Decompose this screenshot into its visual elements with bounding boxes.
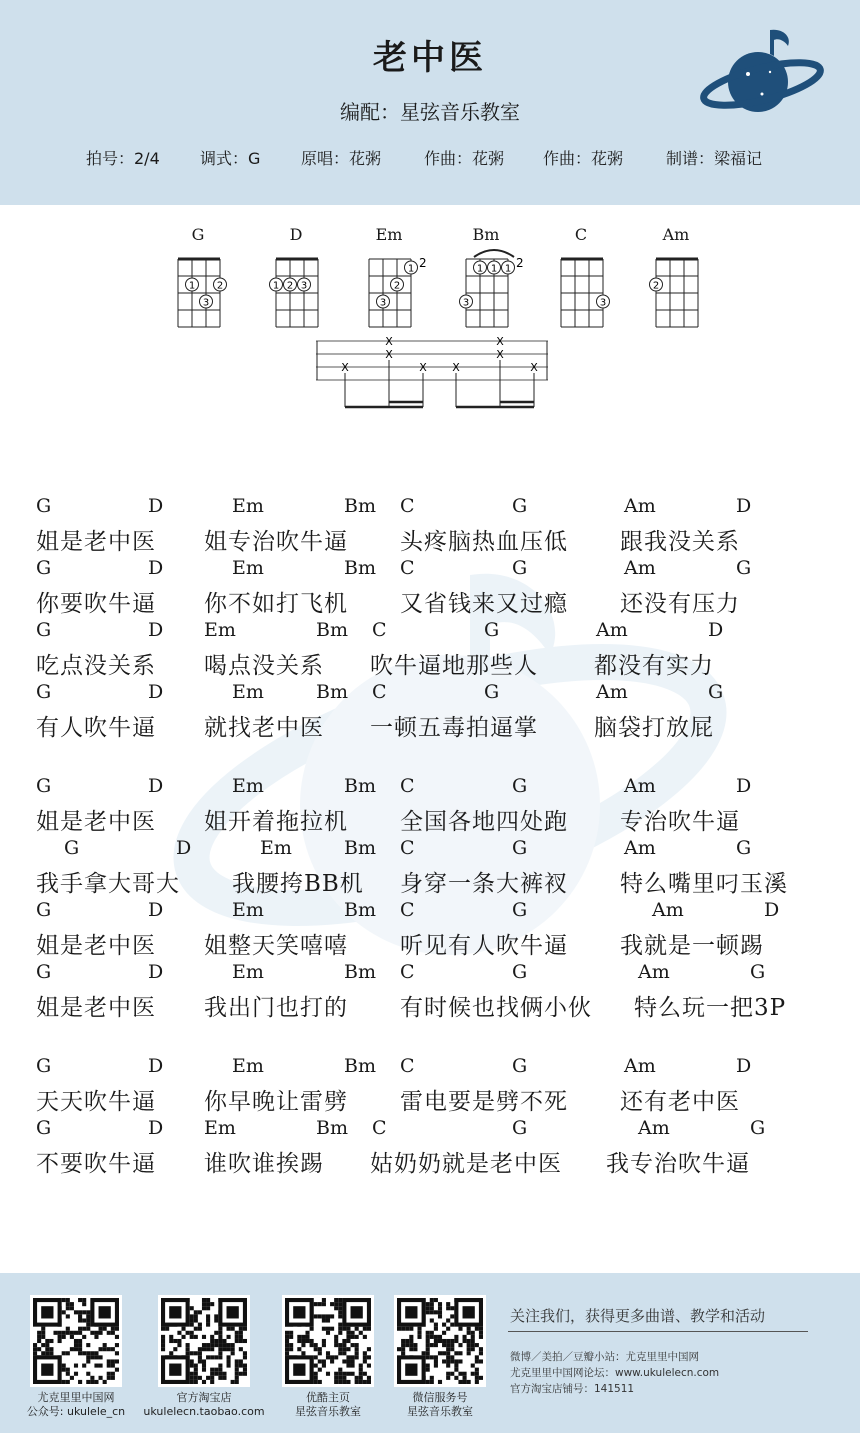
chord-symbol: Am <box>624 775 656 797</box>
chord-symbol: C <box>400 899 415 921</box>
chord-symbol: G <box>36 775 52 797</box>
lyric-phrase: 喝点没关系 <box>204 653 324 679</box>
chord-symbol: D <box>148 961 164 983</box>
chord-symbol: G <box>36 1055 52 1077</box>
strum-mark: X <box>496 335 504 348</box>
chord-symbol: G <box>512 899 528 921</box>
chord-symbol: Bm <box>344 495 376 517</box>
lyric-phrase: 还有老中医 <box>620 1089 740 1115</box>
lyric-phrase: 跟我没关系 <box>620 529 740 555</box>
chord-symbol: G <box>512 1117 528 1139</box>
chord-symbol: Em <box>232 899 264 921</box>
lyric-phrase: 有人吹牛逼 <box>36 715 156 741</box>
meta-composer: 作曲：花粥 <box>424 149 505 168</box>
chord-symbol: G <box>750 1117 766 1139</box>
chord-symbol: Bm <box>344 961 376 983</box>
chord-symbol: Am <box>624 837 656 859</box>
chord-symbol: C <box>400 961 415 983</box>
lyric-line <box>0 803 860 833</box>
chord-symbol: C <box>372 619 387 641</box>
lyric-phrase: 吃点没关系 <box>36 653 156 679</box>
lyric-phrase: 你不如打飞机 <box>204 591 348 617</box>
meta-transcriber: 制谱：梁福记 <box>666 149 763 168</box>
chord-symbol: C <box>400 1055 415 1077</box>
chord-symbol: G <box>484 681 500 703</box>
lyric-line <box>0 585 860 615</box>
finger-number: 2 <box>652 280 660 292</box>
lyric-phrase: 姐是老中医 <box>36 995 156 1021</box>
planet-note-logo-icon <box>700 22 830 122</box>
chord-symbol: Bm <box>344 1055 376 1077</box>
chord-name: D <box>289 225 303 244</box>
chord-symbol: G <box>736 557 752 579</box>
lyric-phrase: 雷电要是劈不死 <box>400 1089 568 1115</box>
lyric-line <box>0 1083 860 1113</box>
lyric-phrase: 听见有人吹牛逼 <box>400 933 568 959</box>
chord-symbol: Am <box>624 557 656 579</box>
fret-position-number: 2 <box>516 256 524 270</box>
chord-symbol: D <box>148 1055 164 1077</box>
strum-mark: X <box>419 361 427 374</box>
chord-symbol: Bm <box>344 775 376 797</box>
chord-symbol: Em <box>232 557 264 579</box>
lyric-phrase: 头疼脑热血压低 <box>400 529 568 555</box>
qr-label <box>6 1391 146 1419</box>
qr-label <box>370 1391 510 1419</box>
finger-number: 1 <box>407 263 415 275</box>
chord-line <box>0 557 860 587</box>
chord-line <box>0 1055 860 1085</box>
qr-code-icon[interactable] <box>394 1295 486 1387</box>
chord-line <box>0 681 860 711</box>
finger-number: 3 <box>462 297 470 309</box>
lyric-phrase: 我专治吹牛逼 <box>606 1151 750 1177</box>
strum-mark: X <box>452 361 460 374</box>
chord-symbol: Bm <box>316 1117 348 1139</box>
chord-symbol: G <box>36 495 52 517</box>
lyric-phrase: 专治吹牛逼 <box>620 809 740 835</box>
chord-name: Am <box>662 225 690 244</box>
chord-diagram-bm <box>451 225 524 325</box>
chord-symbol: G <box>36 681 52 703</box>
forum-info: 尤克里里中国网论坛：www.ukulelecn.com <box>510 1367 720 1379</box>
strum-mark: X <box>341 361 349 374</box>
lyric-phrase: 姐整天笑嘻嘻 <box>204 933 348 959</box>
qr-label-title: 尤克里里中国网 <box>37 1391 115 1404</box>
lyrics-sheet <box>0 495 860 1195</box>
chord-diagram-em <box>354 225 427 325</box>
chord-symbol: D <box>736 775 752 797</box>
finger-number: 3 <box>202 297 210 309</box>
chord-symbol: D <box>148 557 164 579</box>
chord-symbol: Am <box>596 619 628 641</box>
chord-symbol: G <box>36 557 52 579</box>
chord-symbol: G <box>36 619 52 641</box>
chord-diagram-d <box>261 225 331 325</box>
lyric-phrase: 特么嘴里叼玉溪 <box>620 871 788 897</box>
fret-position-number: 2 <box>419 256 427 270</box>
song-title: 老中医 <box>373 38 487 78</box>
lyric-phrase: 我腰挎BB机 <box>232 871 364 897</box>
chord-symbol: Am <box>624 1055 656 1077</box>
chord-symbol: C <box>372 1117 387 1139</box>
chord-symbol: Am <box>596 681 628 703</box>
chord-symbol: G <box>750 961 766 983</box>
chord-symbol: Em <box>232 961 264 983</box>
shop-info: 官方淘宝店铺号：141511 <box>510 1383 635 1395</box>
qr-label-title: 微信服务号 <box>412 1391 468 1404</box>
chord-symbol: G <box>36 1117 52 1139</box>
arranger: 编配：星弦音乐教室 <box>340 100 520 124</box>
social-info: 微博／美拍／豆瓣小站：尤克里里中国网 <box>510 1351 699 1363</box>
fretboard-grid <box>261 247 331 327</box>
finger-number: 1 <box>476 263 484 275</box>
lyric-phrase: 姐是老中医 <box>36 933 156 959</box>
qr-code-icon[interactable] <box>158 1295 250 1387</box>
chord-symbol: Em <box>260 837 292 859</box>
lyric-phrase: 都没有实力 <box>594 653 714 679</box>
finger-number: 2 <box>286 280 294 292</box>
qr-label-sub: 星弦音乐教室 <box>407 1405 473 1418</box>
qr-label-sub: 公众号: ukulele_cn <box>26 1405 126 1418</box>
chord-diagram-am <box>641 225 711 325</box>
chord-line <box>0 1117 860 1147</box>
lyric-phrase: 我手拿大哥大 <box>36 871 180 897</box>
lyric-phrase: 你早晚让雷劈 <box>204 1089 348 1115</box>
chord-symbol: C <box>372 681 387 703</box>
qr-label-title: 优酷主页 <box>306 1391 350 1404</box>
qr-code-icon[interactable] <box>282 1295 374 1387</box>
lyric-phrase: 姐专治吹牛逼 <box>204 529 348 555</box>
chord-symbol: G <box>512 557 528 579</box>
chord-symbol: D <box>148 681 164 703</box>
chord-symbol: Em <box>204 619 236 641</box>
lyric-line <box>0 927 860 957</box>
chord-symbol: D <box>176 837 192 859</box>
finger-number: 3 <box>379 297 387 309</box>
chord-symbol: D <box>736 495 752 517</box>
lyric-phrase: 一顿五毒拍逼掌 <box>370 715 538 741</box>
chord-symbol: D <box>148 899 164 921</box>
chord-line <box>0 619 860 649</box>
chord-symbol: C <box>400 495 415 517</box>
divider <box>508 1331 808 1332</box>
meta-time-signature: 拍号：2/4 <box>86 149 160 168</box>
chord-symbol: G <box>64 837 80 859</box>
chord-symbol: Bm <box>344 837 376 859</box>
chord-symbol: Bm <box>316 619 348 641</box>
lyric-phrase: 特么玩一把3P <box>634 995 787 1021</box>
qr-label-title: 官方淘宝店 <box>176 1391 232 1404</box>
chord-symbol: G <box>736 837 752 859</box>
rhythm-pattern <box>316 335 548 415</box>
finger-number: 1 <box>272 280 280 292</box>
lyric-line <box>0 1145 860 1175</box>
chord-symbol: G <box>512 775 528 797</box>
lyric-phrase: 身穿一条大裤衩 <box>400 871 568 897</box>
strum-mark: X <box>530 361 538 374</box>
fretboard-grid <box>354 247 427 327</box>
chord-diagram-c <box>546 225 616 325</box>
chord-symbol: C <box>400 775 415 797</box>
chord-symbol: G <box>512 495 528 517</box>
lyric-phrase: 天天吹牛逼 <box>36 1089 156 1115</box>
fretboard-grid <box>641 247 711 327</box>
chord-name: Bm <box>472 225 500 244</box>
chord-symbol: G <box>36 961 52 983</box>
chord-name: Em <box>375 225 403 244</box>
finger-number: 3 <box>599 297 607 309</box>
meta-singer: 原唱：花粥 <box>301 149 382 168</box>
qr-label-sub: ukulelecn.taobao.com <box>143 1405 265 1418</box>
fretboard-grid <box>546 247 616 327</box>
qr-label <box>134 1391 274 1419</box>
chord-symbol: Bm <box>344 557 376 579</box>
chord-symbol: Am <box>652 899 684 921</box>
chord-symbol: G <box>36 899 52 921</box>
chord-symbol: G <box>484 619 500 641</box>
chord-symbol: Am <box>638 1117 670 1139</box>
meta-composer-2: 作曲：花粥 <box>543 149 624 168</box>
lyric-phrase: 全国各地四处跑 <box>400 809 568 835</box>
lyric-phrase: 有时候也找俩小伙 <box>400 995 592 1021</box>
chord-line <box>0 495 860 525</box>
chord-symbol: Em <box>232 495 264 517</box>
chord-symbol: D <box>148 1117 164 1139</box>
finger-number: 2 <box>216 280 224 292</box>
chord-symbol: D <box>708 619 724 641</box>
header <box>0 0 860 205</box>
chord-symbol: Bm <box>344 899 376 921</box>
strum-mark: X <box>496 348 504 361</box>
lyric-phrase: 我出门也打的 <box>204 995 348 1021</box>
meta-key: 调式：G <box>200 149 261 168</box>
chord-name: G <box>191 225 205 244</box>
lyric-phrase: 就找老中医 <box>204 715 324 741</box>
strum-mark: X <box>385 348 393 361</box>
lyric-phrase: 姐是老中医 <box>36 809 156 835</box>
chord-symbol: Em <box>204 1117 236 1139</box>
chord-symbol: Am <box>624 495 656 517</box>
fretboard-grid <box>163 247 233 327</box>
lyric-line <box>0 865 860 895</box>
chord-diagram-g <box>163 225 233 325</box>
chord-symbol: Bm <box>316 681 348 703</box>
chord-symbol: G <box>512 837 528 859</box>
chord-line <box>0 837 860 867</box>
lyric-line <box>0 989 860 1019</box>
qr-label-sub: 星弦音乐教室 <box>295 1405 361 1418</box>
lyric-phrase: 姐开着拖拉机 <box>204 809 348 835</box>
lyric-phrase: 吹牛逼地那些人 <box>370 653 538 679</box>
lyric-phrase: 又省钱来又过瘾 <box>400 591 568 617</box>
chord-symbol: C <box>400 837 415 859</box>
finger-number: 1 <box>490 263 498 275</box>
chord-symbol: G <box>512 1055 528 1077</box>
chord-line <box>0 899 860 929</box>
finger-number: 3 <box>300 280 308 292</box>
lyric-phrase: 还没有压力 <box>620 591 740 617</box>
chord-symbol: D <box>148 775 164 797</box>
lyric-phrase: 脑袋打放屁 <box>594 715 714 741</box>
chord-line <box>0 961 860 991</box>
chord-name: C <box>574 225 588 244</box>
chord-line <box>0 775 860 805</box>
lyric-phrase: 我就是一顿踢 <box>620 933 764 959</box>
footer <box>0 1273 860 1433</box>
fretboard-grid <box>451 247 524 327</box>
chord-symbol: Em <box>232 1055 264 1077</box>
lyric-phrase: 谁吹谁挨踢 <box>204 1151 324 1177</box>
qr-code-icon[interactable] <box>30 1295 122 1387</box>
chord-symbol: Am <box>638 961 670 983</box>
chord-symbol: Em <box>232 775 264 797</box>
lyric-phrase: 姐是老中医 <box>36 529 156 555</box>
lyric-line <box>0 523 860 553</box>
strum-mark: X <box>385 335 393 348</box>
lyric-line <box>0 709 860 739</box>
lyric-phrase: 不要吹牛逼 <box>36 1151 156 1177</box>
lyric-phrase: 姑奶奶就是老中医 <box>370 1151 562 1177</box>
chord-symbol: D <box>764 899 780 921</box>
follow-text: 关注我们，获得更多曲谱、教学和活动 <box>510 1307 766 1325</box>
chord-symbol: G <box>708 681 724 703</box>
chord-symbol: Em <box>232 681 264 703</box>
chord-symbol: C <box>400 557 415 579</box>
chord-symbol: G <box>512 961 528 983</box>
chord-symbol: D <box>736 1055 752 1077</box>
finger-number: 2 <box>393 280 401 292</box>
chord-symbol: D <box>148 619 164 641</box>
lyric-phrase: 你要吹牛逼 <box>36 591 156 617</box>
finger-number: 1 <box>504 263 512 275</box>
lyric-line <box>0 647 860 677</box>
chord-symbol: D <box>148 495 164 517</box>
finger-number: 1 <box>188 280 196 292</box>
